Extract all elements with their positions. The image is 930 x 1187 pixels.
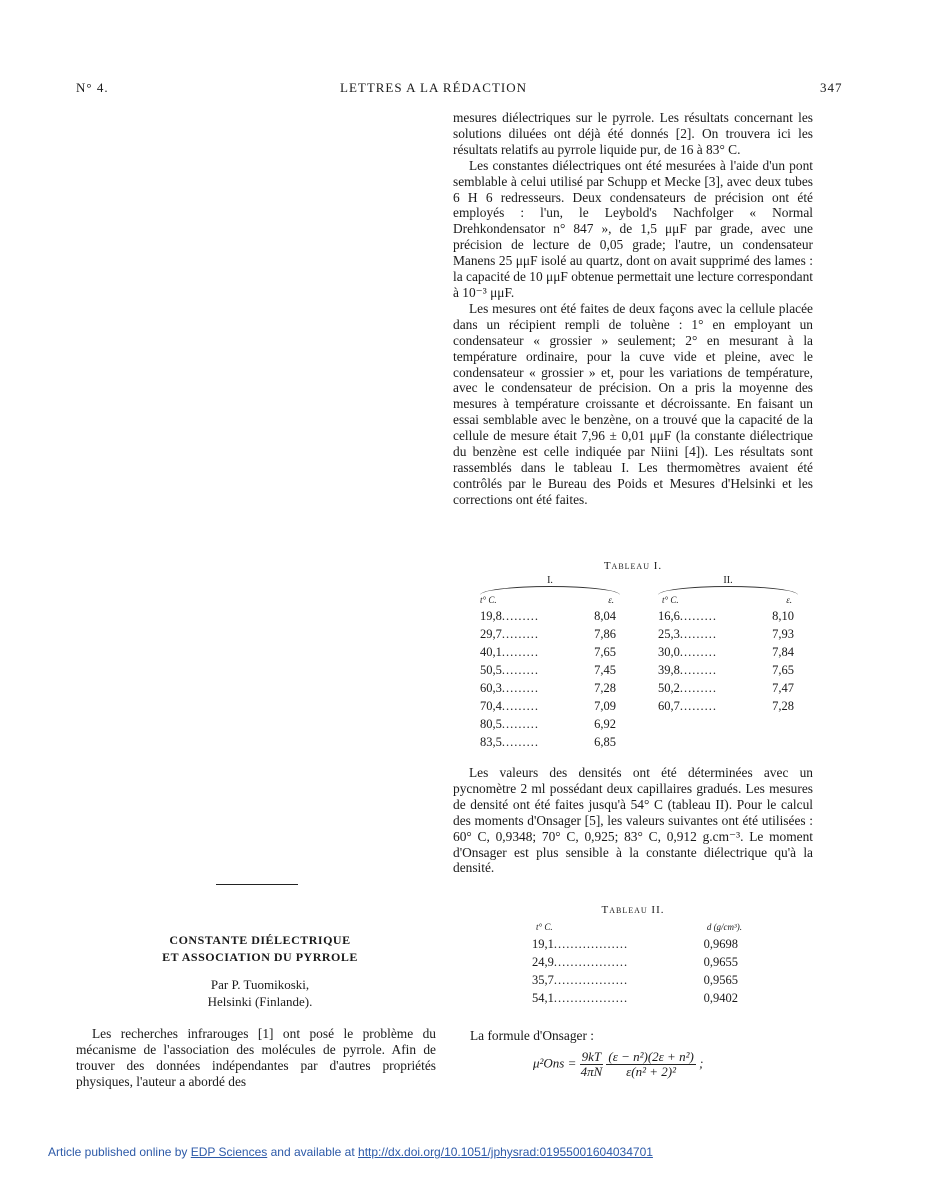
row-value: 7,84 bbox=[772, 645, 794, 659]
table1-group1-table bbox=[480, 607, 616, 751]
row-value: 7,28 bbox=[594, 681, 616, 695]
table2-caption: Tableau II. bbox=[601, 904, 665, 916]
running-title: LETTRES A LA RÉDACTION bbox=[340, 80, 528, 95]
table-row bbox=[658, 607, 794, 625]
row-value: 6,92 bbox=[594, 717, 616, 731]
table-row bbox=[532, 935, 738, 953]
row-value: 0,9698 bbox=[703, 937, 738, 951]
right-column-text-2 bbox=[453, 765, 813, 876]
leader-dots: ......... bbox=[501, 681, 539, 695]
leader-dots: .................. bbox=[553, 937, 629, 951]
row-key: 35,7 bbox=[532, 973, 554, 987]
leader-dots: ......... bbox=[501, 699, 539, 713]
row-key: 24,9 bbox=[532, 955, 554, 969]
table-row bbox=[658, 643, 794, 661]
leader-dots: ......... bbox=[679, 609, 717, 623]
table-row bbox=[480, 733, 616, 751]
right-column-text bbox=[453, 110, 813, 508]
row-key: 70,4 bbox=[480, 699, 502, 713]
table-row bbox=[658, 661, 794, 679]
leader-dots: ......... bbox=[679, 681, 717, 695]
table1-group2-col-e: ε. bbox=[786, 595, 792, 605]
row-key: 30,0 bbox=[658, 645, 680, 659]
row-key: 39,8 bbox=[658, 663, 680, 677]
leader-dots: ......... bbox=[501, 717, 539, 731]
row-key: 19,8 bbox=[480, 609, 502, 623]
table1-group1 bbox=[480, 575, 620, 751]
footer-middle: and available at bbox=[270, 1145, 355, 1159]
formula-fraction-2 bbox=[606, 1050, 695, 1079]
leader-dots: ......... bbox=[679, 645, 717, 659]
leader-dots: ......... bbox=[501, 609, 539, 623]
left-column-text bbox=[76, 1026, 436, 1090]
row-value: 7,45 bbox=[594, 663, 616, 677]
row-key: 50,2 bbox=[658, 681, 680, 695]
row-value: 7,93 bbox=[772, 627, 794, 641]
table1-caption: Tableau I. bbox=[603, 560, 663, 572]
table1-group1-col-e: ε. bbox=[608, 595, 614, 605]
formula-frac2-num: (ε − n²)(2ε + n²) bbox=[608, 1049, 694, 1064]
leader-dots: ......... bbox=[679, 699, 717, 713]
table-row bbox=[532, 971, 738, 989]
leader-dots: ......... bbox=[501, 663, 539, 677]
row-key: 19,1 bbox=[532, 937, 554, 951]
table2-col-t: t° C. bbox=[536, 922, 553, 932]
formula-fraction-1 bbox=[580, 1050, 604, 1079]
onsager-formula bbox=[533, 1050, 803, 1079]
publisher-link[interactable]: EDP Sciences bbox=[190, 1145, 268, 1159]
article-title-line1: CONSTANTE DIÉLECTRIQUE bbox=[169, 933, 351, 947]
table1-group2-col-t: t° C. bbox=[662, 595, 679, 605]
row-value: 7,47 bbox=[772, 681, 794, 695]
issue-number: N° 4. bbox=[76, 80, 109, 95]
table1-group2 bbox=[658, 575, 798, 715]
formula-lhs: μ²Ons = bbox=[533, 1055, 577, 1071]
formula-intro: La formule d'Onsager : bbox=[470, 1028, 595, 1043]
section-separator bbox=[216, 884, 298, 885]
table-row bbox=[480, 679, 616, 697]
table2-col-d: d (g/cm³). bbox=[706, 922, 742, 932]
article-title bbox=[120, 932, 400, 966]
table-row bbox=[658, 697, 794, 715]
leader-dots: .................. bbox=[553, 973, 629, 987]
article-byline bbox=[120, 976, 400, 1010]
leader-dots: .................. bbox=[553, 955, 629, 969]
table-row bbox=[480, 697, 616, 715]
leader-dots: ......... bbox=[501, 645, 539, 659]
formula-frac1-den: 4πN bbox=[580, 1064, 603, 1079]
publication-footer bbox=[48, 1145, 908, 1159]
row-value: 7,65 bbox=[772, 663, 794, 677]
row-key: 60,3 bbox=[480, 681, 502, 695]
row-value: 7,86 bbox=[594, 627, 616, 641]
row-value: 6,85 bbox=[594, 735, 616, 749]
table-row bbox=[658, 679, 794, 697]
row-key: 83,5 bbox=[480, 735, 502, 749]
footer-prefix: Article published online by bbox=[48, 1145, 188, 1159]
row-key: 60,7 bbox=[658, 699, 680, 713]
article-affiliation: Helsinki (Finlande). bbox=[207, 994, 313, 1009]
doi-link[interactable]: http://dx.doi.org/10.1051/jphysrad:01955001604034701 bbox=[358, 1145, 653, 1159]
table-row bbox=[532, 953, 738, 971]
row-value: 0,9655 bbox=[703, 955, 738, 969]
row-key: 50,5 bbox=[480, 663, 502, 677]
paragraph-1: mesures diélectriques sur le pyrrole. Les résultats concernant les solutions diluées ont déjà été donnés [2]. On trouvera ici les résultats relatifs au pyrrole liquide pur, de 16 à 83° C. bbox=[453, 110, 813, 157]
leader-dots: ......... bbox=[501, 627, 539, 641]
article-author: Par P. Tuomikoski, bbox=[210, 977, 310, 992]
leader-dots: .................. bbox=[553, 991, 629, 1005]
leader-dots: ......... bbox=[679, 627, 717, 641]
table-row bbox=[480, 643, 616, 661]
table-row bbox=[480, 607, 616, 625]
table2 bbox=[532, 922, 742, 1007]
row-key: 80,5 bbox=[480, 717, 502, 731]
formula-end: ; bbox=[699, 1055, 704, 1071]
row-key: 16,6 bbox=[658, 609, 680, 623]
table1-group1-label: I. bbox=[547, 575, 553, 586]
table1-group2-table bbox=[658, 607, 794, 715]
leader-dots: ......... bbox=[501, 735, 539, 749]
row-key: 25,3 bbox=[658, 627, 680, 641]
row-value: 8,04 bbox=[594, 609, 616, 623]
page-number: 347 bbox=[820, 80, 843, 95]
abstract-paragraph: Les recherches infrarouges [1] ont posé le problème du mécanisme de l'association des molécules de pyrrole. Afin de trouver des données indépendantes par d'autres propriétés physiques, l'auteur a abordé des bbox=[76, 1026, 436, 1089]
table-row bbox=[480, 715, 616, 733]
formula-frac2-den: ε(n² + 2)² bbox=[626, 1064, 677, 1079]
table1-group1-col-t: t° C. bbox=[480, 595, 497, 605]
table1-group2-brace bbox=[658, 586, 798, 595]
row-value: 8,10 bbox=[772, 609, 794, 623]
table1-group1-brace bbox=[480, 586, 620, 595]
row-key: 29,7 bbox=[480, 627, 502, 641]
paragraph-2: Les constantes diélectriques ont été mesurées à l'aide d'un pont semblable à celui utilisé par Schupp et Mecke [3], avec deux tubes 6 H 6 redresseurs. Deux condensateurs de précision ont été employés : l'un, le Leybold's Nachfolger « Normal Drehkondensator n° 847 », de 1,5 μμF par grade, avec une précision de lecture de 0,05 grade; l'autre, un condensateur Manens 25 μμF isolé au quartz, dont on avait supprimé des lames : la capacité de 10 μμF obtenue permettait une lecture correspondant à 10⁻³ μμF. bbox=[453, 157, 813, 300]
row-value: 0,9402 bbox=[703, 991, 738, 1005]
table2-table bbox=[532, 935, 738, 1007]
formula-frac1-num: 9kT bbox=[581, 1049, 602, 1064]
table-row bbox=[480, 625, 616, 643]
row-value: 0,9565 bbox=[703, 973, 738, 987]
row-value: 7,09 bbox=[594, 699, 616, 713]
article-title-line2: ET ASSOCIATION DU PYRROLE bbox=[162, 950, 358, 964]
row-key: 40,1 bbox=[480, 645, 502, 659]
table-row bbox=[480, 661, 616, 679]
paragraph-3: Les mesures ont été faites de deux façons avec la cellule placée dans un récipient rempli de toluène : 1° en employant un condensateur « grossier » seulement; 2° en mesurant à la température ordinaire, pour la cuve vide et pleine, avec le condensateur « grossier » et, pour les variations de température, avec le condensateur de précision. On a pris la moyenne des mesures à température croissante et décroissante. En faisant un essai semblable avec le benzène, on a trouvé que la capacité de la cellule de mesure était 7,96 ± 0,01 μμF (la constante diélectrique du benzène est celle indiquée par Niini [4]). Les résultats sont rassemblés dans le tableau I. Les thermomètres avaient été contrôlés par le Bureau des Poids et Mesures d'Helsinki et les corrections ont été faites. bbox=[453, 300, 813, 507]
leader-dots: ......... bbox=[679, 663, 717, 677]
table-row bbox=[658, 625, 794, 643]
table-row bbox=[532, 989, 738, 1007]
paragraph-4: Les valeurs des densités ont été déterminées avec un pycnomètre 2 ml possédant deux capillaires gradués. Les mesures de densité ont été faites jusqu'à 54° C (tableau II). Pour le calcul des moments d'Onsager [5], les valeurs suivantes ont été utilisées : 60° C, 0,9348; 70° C, 0,925; 83° C, 0,912 g.cm⁻³. Le moment d'Onsager est plus sensible à la constante diélectrique qu'à la densité. bbox=[453, 765, 813, 876]
row-key: 54,1 bbox=[532, 991, 554, 1005]
row-value: 7,28 bbox=[772, 699, 794, 713]
row-value: 7,65 bbox=[594, 645, 616, 659]
table1-group2-label: II. bbox=[723, 575, 733, 586]
